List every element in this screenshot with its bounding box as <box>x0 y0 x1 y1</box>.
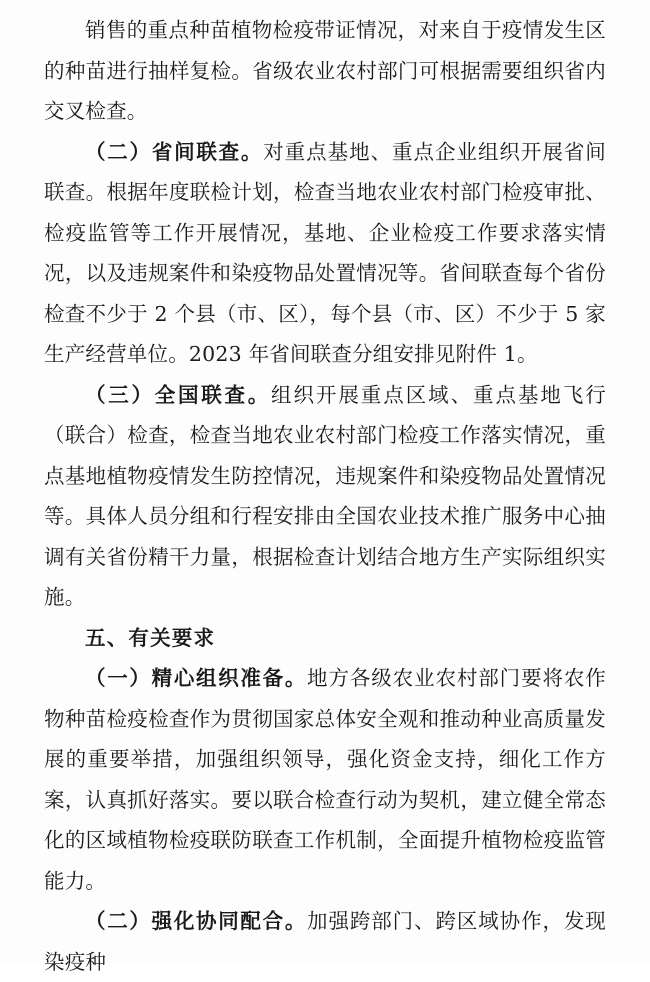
paragraph-lead-label: （一）精心组织准备。 <box>85 666 308 690</box>
paragraph-inter-province <box>44 132 606 375</box>
section-heading-text: 五、有关要求 <box>85 625 216 650</box>
paragraph-lead-label: （三）全国联查。 <box>85 382 271 407</box>
paragraph-text: 组织开展重点区域、重点基地飞行（联合）检查，检查当地农业农村部门检疫工作落实情况，重点基地植物疫情发生防控情况，违规案件和染疫物品处置情况等。具体人员分组和行程安排由全国农业技术推广服务中心抽调有关省份精干力量，根据检查计划结合地方生产实际组织实施。 <box>44 382 606 609</box>
paragraph-text: 销售的重点种苗植物检疫带证情况，对来自于疫情发生区的种苗进行抽样复检。省级农业农村部门可根据需要组织省内交叉检查。 <box>44 18 606 123</box>
paragraph-text: 地方各级农业农村部门要将农作物种苗检疫检查作为贯彻国家总体安全观和推动种业高质量发展的重要举措，加强组织领导，强化资金支持，细化工作方案，认真抓好落实。要以联合检查行动为契机，建立健全常态化的区域植物检疫联防联查工作机制，全面提升植物检疫监管能力。 <box>44 666 606 893</box>
document-body <box>44 10 606 982</box>
paragraph-text: 加强跨部门、跨区域协作，发现染疫种 <box>44 909 606 974</box>
paragraph-continued <box>44 10 606 132</box>
paragraph-cooperation <box>44 901 606 982</box>
section-heading-requirements <box>44 618 606 659</box>
paragraph-organize <box>44 658 606 901</box>
paragraph-lead-label: （二）强化协同配合。 <box>85 909 308 933</box>
paragraph-lead-label: （二）省间联查。 <box>85 139 264 164</box>
paragraph-text: 对重点基地、重点企业组织开展省间联查。根据年度联检计划，检查当地农业农村部门检疫审批、检疫监管等工作开展情况，基地、企业检疫工作要求落实情况，以及违规案件和染疫物品处置情况等。省间联查每个省份检查不少于 2 个县（市、区），每个县（市、区）不少于 5 家生产经营单位。2023 年省间联查分组安排见附件 1。 <box>44 139 607 366</box>
paragraph-national <box>44 375 606 618</box>
